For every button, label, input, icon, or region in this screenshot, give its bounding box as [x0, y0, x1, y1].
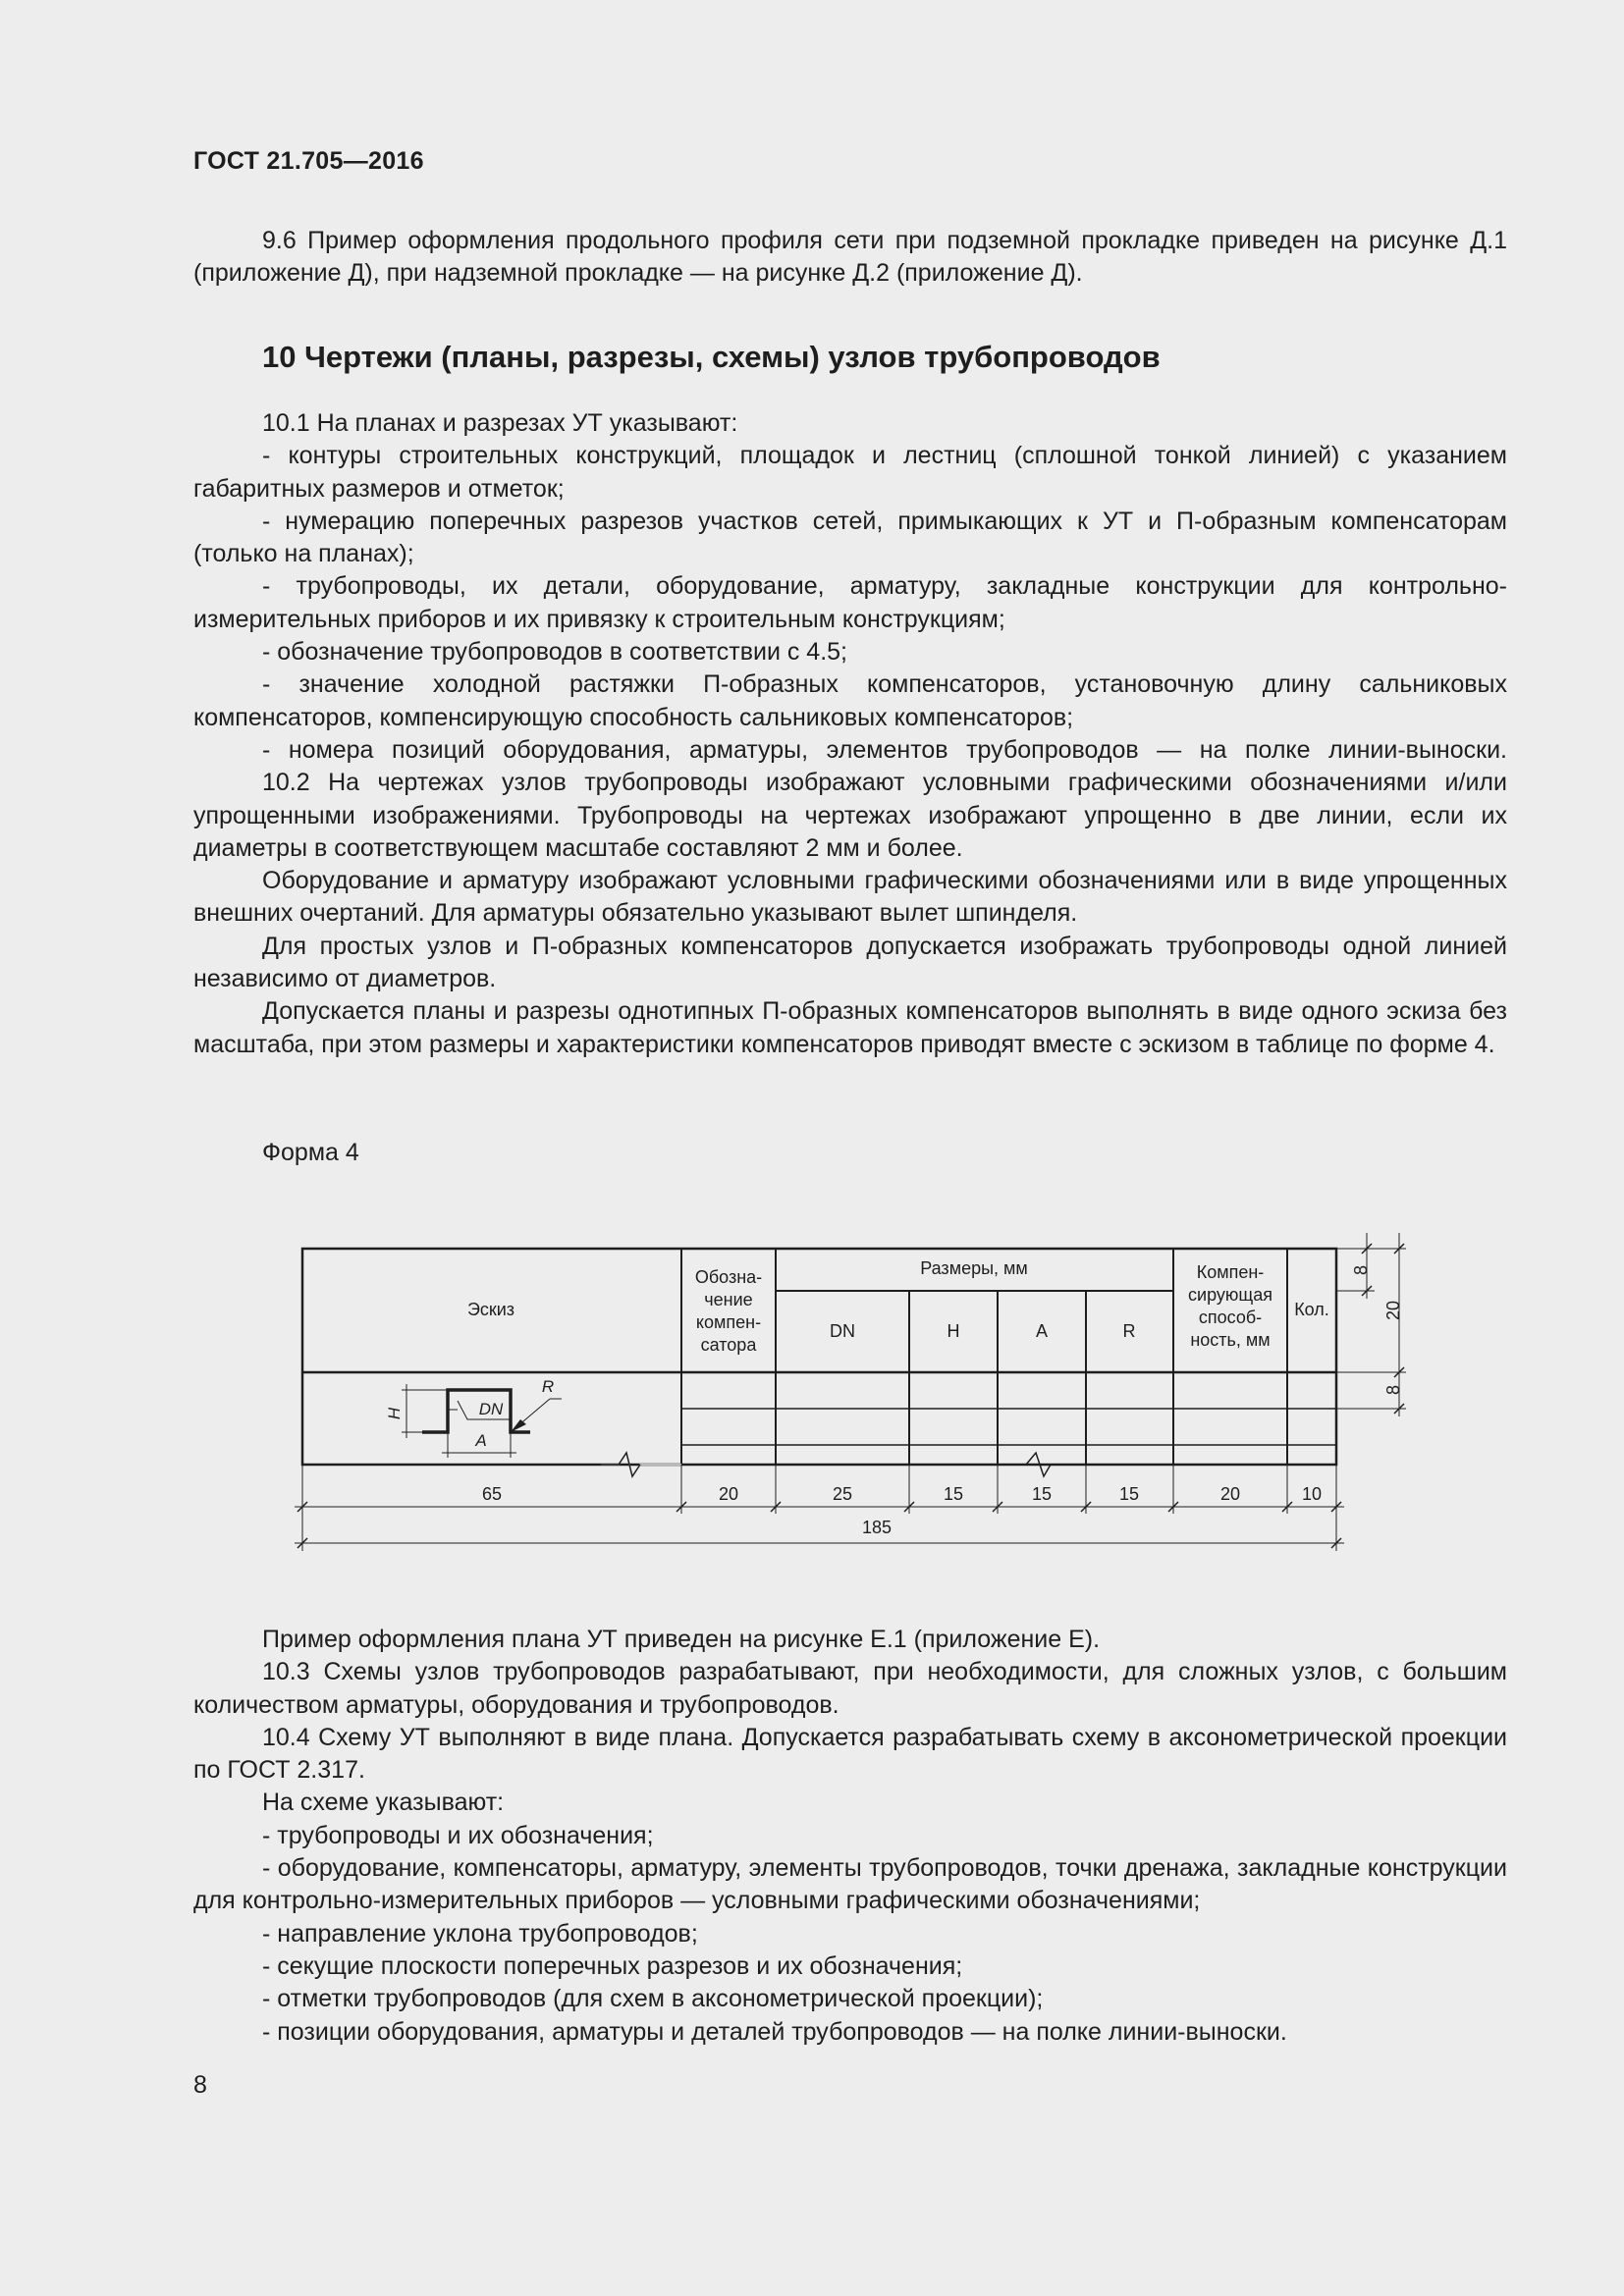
- col-designation-line: сатора: [700, 1335, 757, 1355]
- dim-width: 15: [1031, 1484, 1053, 1504]
- sub-col-r: R: [1122, 1321, 1136, 1341]
- sketch-label-h: H: [385, 1407, 404, 1420]
- col-capacity-line: сирующая: [1188, 1285, 1272, 1305]
- document-header: ГОСТ 21.705—2016: [193, 147, 424, 175]
- col-capacity-line: Компен-: [1196, 1262, 1265, 1282]
- col-sizes-header: Размеры, мм: [920, 1258, 1028, 1278]
- list-item: - секущие плоскости поперечных разрезов и их обозначения;: [262, 1951, 963, 1980]
- dim-width: 15: [943, 1484, 964, 1504]
- sub-col-dn: DN: [830, 1321, 855, 1341]
- paragraph-9-6: 9.6 Пример оформления продольного профиля сети при подземной прокладке приведен на рисунке Д.1 (приложение Д), при надземной прокладке — на рисунке Д.2 (приложение Д).: [193, 227, 1507, 288]
- list-item: - оборудование, компенсаторы, арматуру, элементы трубопроводов, точки дренажа, закладные конструкции для контрольно-измерительных приборов — условными графическими обозначениями;: [193, 1854, 1507, 1915]
- paragraph-example: Пример оформления плана УТ приведен на рисунке Е.1 (приложение Е).: [262, 1626, 1101, 1653]
- paragraph-allowed: Допускается планы и разрезы однотипных П-образных компенсаторов выполнять в виде одного эскиза без масштаба, при этом размеры и характеристики компенсаторов приводят вместе с эскизом в таблице по форме 4.: [193, 997, 1507, 1058]
- page-number: 8: [193, 2071, 207, 2099]
- paragraph-10-2: 10.2 На чертежах узлов трубопроводы изображают условными графическими обозначениями и/или упрощенными изображениями. Трубопроводы на чертежах изображают упрощенно в две линии, если их диаметры в соответствующем масштабе составляют 2 мм и более.: [193, 769, 1507, 862]
- list-item: - контуры строительных конструкций, площадок и лестниц (сплошной тонкой линией) с указанием габаритных размеров и отметок;: [193, 442, 1507, 503]
- sub-col-h: H: [947, 1321, 960, 1341]
- list-item: - отметки трубопроводов (для схем в аксонометрической проекции);: [262, 1985, 1044, 2013]
- paragraph-10-1: 10.1 На планах и разрезах УТ указывают:: [262, 409, 738, 437]
- sketch-label-r: R: [541, 1377, 555, 1396]
- sub-col-a: A: [1035, 1321, 1049, 1341]
- col-designation-line: компен-: [695, 1312, 762, 1332]
- dim-height: 8: [1351, 1264, 1371, 1276]
- col-sketch-header: Эскиз: [466, 1300, 515, 1319]
- col-capacity-line: ность, мм: [1190, 1330, 1271, 1350]
- list-item: - трубопроводы, их детали, оборудование, арматуру, закладные конструкции для контрольно-измерительных приборов и их привязку к строительным конструкциям;: [193, 572, 1507, 633]
- col-qty-header: Кол.: [1294, 1300, 1329, 1319]
- list-item: - нумерацию поперечных разрезов участков сетей, примыкающих к УТ и П-образным компенсаторам (только на планах);: [193, 507, 1507, 568]
- dim-width: 15: [1118, 1484, 1140, 1504]
- dim-width: 20: [1219, 1484, 1241, 1504]
- col-designation-line: чение: [704, 1290, 753, 1309]
- section-10-continued: [193, 1624, 1507, 2049]
- col-capacity-line: способ-: [1198, 1308, 1263, 1327]
- dim-height: 8: [1383, 1384, 1403, 1396]
- paragraph-10-3: 10.3 Схемы узлов трубопроводов разрабатывают, при необходимости, для сложных узлов, с большим количеством арматуры, оборудования и трубопроводов.: [193, 1658, 1507, 1719]
- list-item: - направление уклона трубопроводов;: [262, 1919, 698, 1948]
- form-4-label: Форма 4: [262, 1139, 359, 1166]
- form-frame: [302, 1249, 1336, 1465]
- paragraph-simple-nodes: Для простых узлов и П-образных компенсаторов допускается изображать трубопроводы одной линией независимо от диаметров.: [193, 932, 1507, 993]
- list-item: - позиции оборудования, арматуры и деталей трубопроводов — на полке линии-выноски.: [262, 2017, 1287, 2046]
- dim-total-width: 185: [861, 1518, 893, 1537]
- col-designation-line: Обозна-: [694, 1267, 763, 1287]
- dim-width: 65: [481, 1484, 503, 1504]
- list-item: - номера позиций оборудования, арматуры, элементов трубопроводов — на полке линии-выноски.: [262, 735, 1507, 764]
- list-item: - трубопроводы и их обозначения;: [262, 1821, 654, 1849]
- dim-width: 10: [1301, 1484, 1323, 1504]
- paragraph-equipment: Оборудование и арматуру изображают условными графическими обозначениями или в виде упрощенных внешних очертаний. Для арматуры обязательно указывают вылет шпинделя.: [193, 867, 1507, 928]
- dim-width: 20: [718, 1484, 739, 1504]
- dim-width: 25: [832, 1484, 853, 1504]
- section-heading: 10 Чертежи (планы, разрезы, схемы) узлов трубопроводов: [262, 340, 1161, 374]
- paragraph-scheme: На схеме указывают:: [262, 1789, 505, 1817]
- list-item: - обозначение трубопроводов в соответствии с 4.5;: [262, 638, 847, 667]
- dim-height: 20: [1383, 1300, 1403, 1321]
- sketch-label-a: A: [475, 1431, 487, 1450]
- list-item: - значение холодной растяжки П-образных компенсаторов, установочную длину сальниковых компенсаторов, компенсирующую способность сальниковых компенсаторов;: [193, 670, 1507, 731]
- paragraph-10-4: 10.4 Схему УТ выполняют в виде плана. Допускается разрабатывать схему в аксонометрической проекции по ГОСТ 2.317.: [193, 1723, 1507, 1785]
- sketch-label-dn: DN: [478, 1400, 504, 1418]
